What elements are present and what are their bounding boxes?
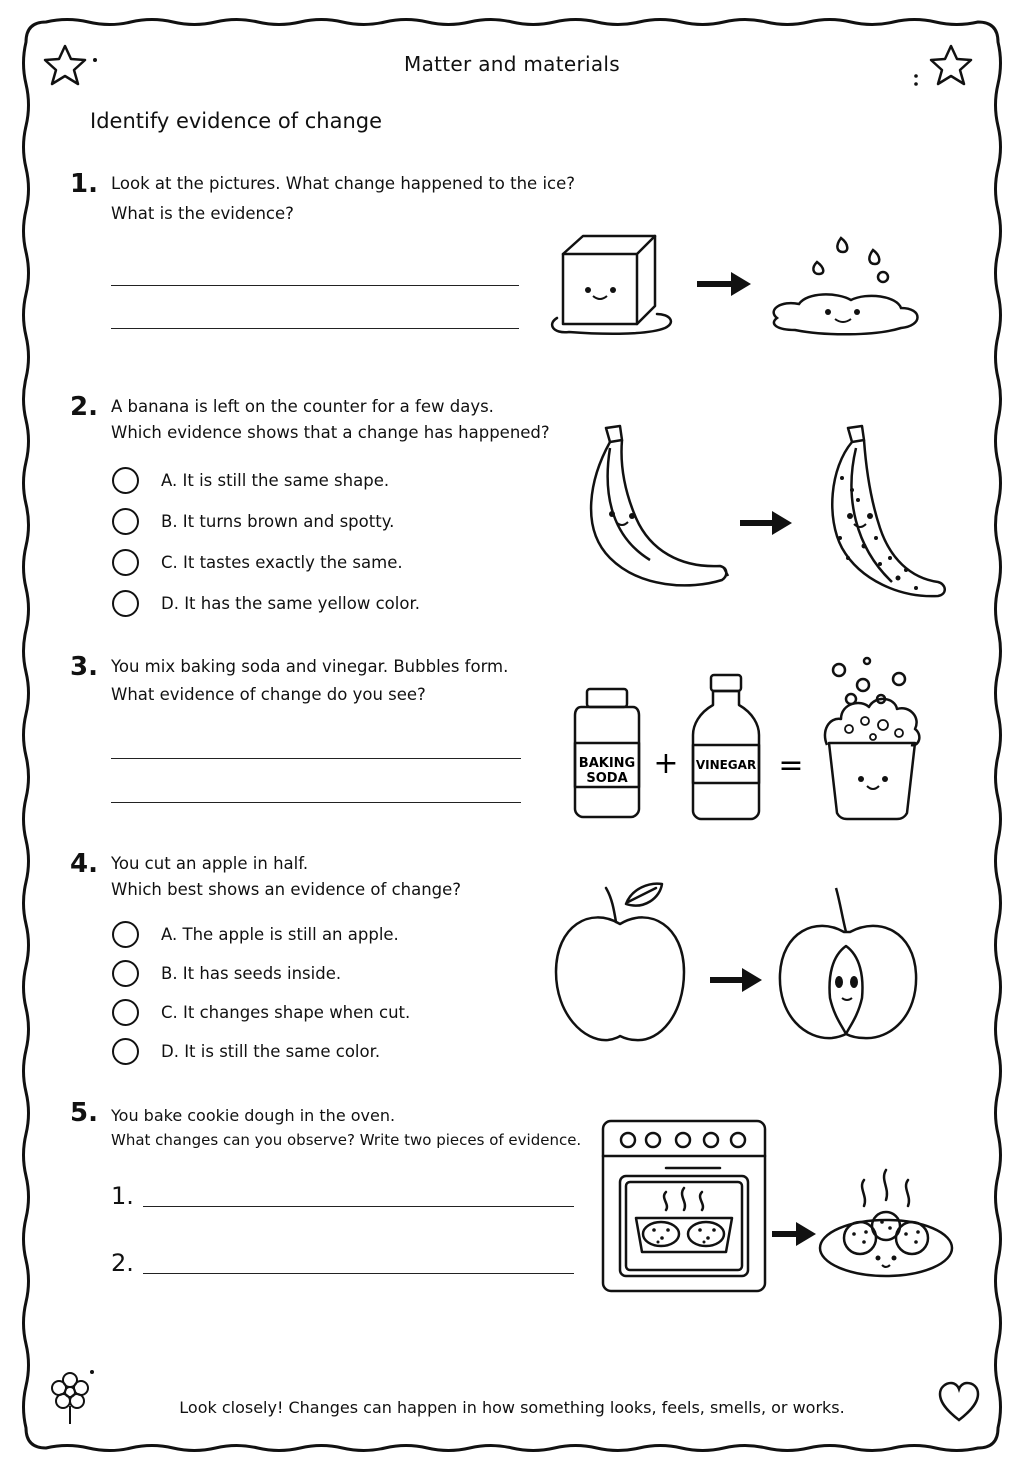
answer-option[interactable]	[112, 999, 410, 1026]
question-line: Which evidence shows that a change has happened?	[111, 423, 550, 442]
question-line: You cut an apple in half.	[111, 854, 309, 873]
answer-option[interactable]	[112, 549, 403, 576]
option-label: A. The apple is still an apple.	[161, 925, 399, 944]
question-number: 2.	[70, 392, 98, 422]
question-line: You mix baking soda and vinegar. Bubbles form.	[111, 657, 509, 676]
question-text	[111, 171, 575, 227]
answer-option[interactable]	[112, 960, 341, 987]
page-subtitle: Identify evidence of change	[90, 109, 383, 133]
ice-melting-illustration	[545, 220, 935, 350]
radio-circle[interactable]	[112, 590, 139, 617]
footer-tip: Look closely! Changes can happen in how something looks, feels, smells, or works.	[179, 1398, 845, 1417]
question-number: 5.	[70, 1098, 98, 1128]
option-label: C. It tastes exactly the same.	[161, 553, 403, 572]
radio-circle[interactable]	[112, 549, 139, 576]
answer-option[interactable]	[112, 921, 399, 948]
blank-number: 1.	[111, 1182, 134, 1210]
answer-line[interactable]	[111, 758, 521, 759]
answer-line[interactable]	[111, 802, 521, 803]
option-label: B. It has seeds inside.	[161, 964, 342, 983]
question-text	[111, 394, 550, 446]
question-line: What changes can you observe? Write two pieces of evidence.	[111, 1131, 582, 1149]
radio-circle[interactable]	[112, 960, 139, 987]
option-label: C. It changes shape when cut.	[161, 1003, 411, 1022]
radio-circle[interactable]	[112, 1038, 139, 1065]
radio-circle[interactable]	[112, 921, 139, 948]
baking-soda-vinegar-illustration	[565, 655, 935, 825]
banana-illustration	[580, 418, 960, 608]
answer-line[interactable]	[111, 285, 519, 286]
option-label: B. It turns brown and spotty.	[161, 512, 395, 531]
answer-option[interactable]	[112, 508, 394, 535]
question-line: Look at the pictures. What change happened to the ice?	[111, 174, 576, 193]
question-number: 3.	[70, 652, 98, 682]
question-line: A banana is left on the counter for a few days.	[111, 397, 494, 416]
question-text	[111, 654, 508, 708]
radio-circle[interactable]	[112, 467, 139, 494]
blank-number: 2.	[111, 1249, 134, 1277]
question-number: 4.	[70, 849, 98, 879]
question-line: You bake cookie dough in the oven.	[111, 1106, 396, 1125]
answer-option[interactable]	[112, 467, 389, 494]
question-line: What evidence of change do you see?	[111, 685, 426, 704]
answer-line[interactable]	[111, 328, 519, 329]
radio-circle[interactable]	[112, 508, 139, 535]
flower-icon	[44, 1366, 100, 1428]
answer-option[interactable]	[112, 590, 420, 617]
option-label: D. It is still the same color.	[161, 1042, 381, 1061]
plus-sign: +	[653, 746, 679, 781]
question-number: 1.	[70, 169, 98, 199]
question-text	[111, 1104, 581, 1152]
equals-sign: =	[778, 748, 804, 783]
oven-cookies-illustration	[600, 1118, 962, 1298]
answer-option[interactable]	[112, 1038, 380, 1065]
page-header: Matter and materials	[404, 52, 620, 76]
radio-circle[interactable]	[112, 999, 139, 1026]
option-label: A. It is still the same shape.	[161, 471, 390, 490]
baking-soda-label: SODA	[586, 771, 628, 786]
question-line: What is the evidence?	[111, 204, 294, 223]
answer-line[interactable]	[143, 1273, 574, 1274]
option-label: D. It has the same yellow color.	[161, 594, 420, 613]
baking-soda-label: BAKING	[578, 756, 636, 771]
answer-line[interactable]	[143, 1206, 574, 1207]
question-text	[111, 851, 461, 903]
vinegar-label: VINEGAR	[695, 758, 757, 772]
apple-illustration	[550, 876, 930, 1046]
question-line: Which best shows an evidence of change?	[111, 880, 462, 899]
